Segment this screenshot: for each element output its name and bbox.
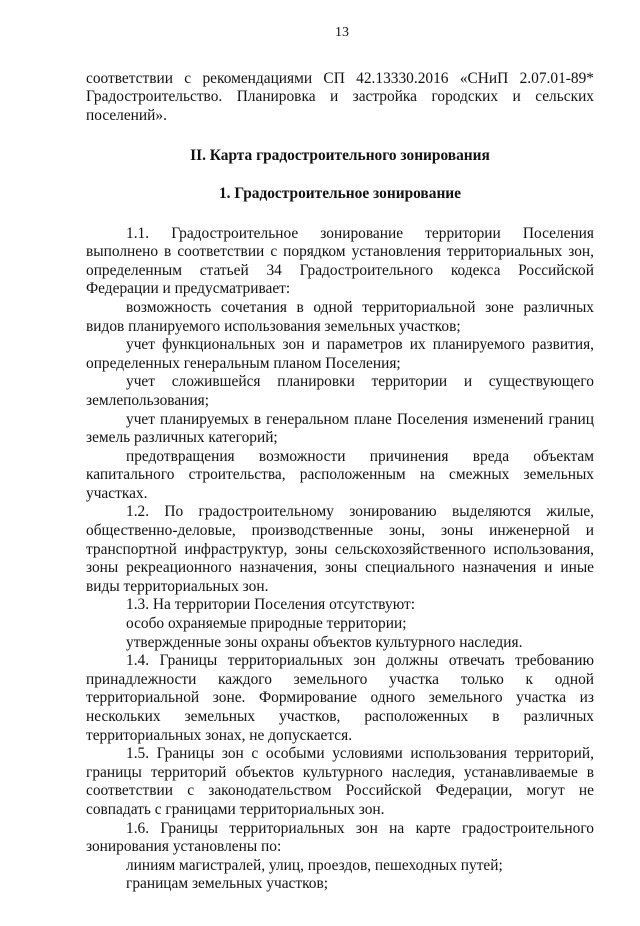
paragraph-1-3: 1.3. На территории Поселения отсутствуют: [126,596,416,614]
list-item: границам земельных участков; [126,875,329,893]
page-number: 13 [335,25,349,40]
paragraph-1-5: 1.5. Границы зон с особыми условиями использования территорий, границы территорий объектов культурного наследия, устанавливаемые в соответствии с законодательством Российской Федерации, могут не совпадать с границами территориальных зон. [86,745,594,818]
section-title: II. Карта градостроительного зонирования [190,147,490,165]
subsection-title: 1. Градостроительное зонирование [218,184,462,202]
paragraph-1-2: 1.2. По градостроительному зонированию выделяются жилые, общественно-деловые, производственные зоны, зоны инженерной и транспортной инфраструктур, зоны сельскохозяйственного использования, зоны рекреационного назначения, зоны специального назначения и иные виды территориальных зон. [86,503,594,595]
paragraph-1-6: 1.6. Границы территориальных зон на карте градостроительного зонирования установлены по: [86,819,594,856]
paragraph-1-1: 1.1. Градостроительное зонирование территории Поселения выполнено в соответствии с порядком установления территориальных зон, определенным статьей 34 Градостроительного кодекса Российской Федерации и предусматривает: [86,224,594,298]
list-item: возможность сочетания в одной территориальной зоне различных видов планируемого использования земельных участков; [86,298,594,335]
list-item: учет сложившейся планировки территории и существующего землепользования; [86,373,594,409]
list-item: линиям магистралей, улиц, проездов, пешеходных путей; [126,856,503,874]
list-item: предотвращения возможности причинения вреда объектам капитального строительства, расположенным на смежных земельных участках. [86,447,594,502]
list-item: учет функциональных зон и параметров их планируемого развития, определенных генеральным планом Поселения; [86,336,594,372]
list-item: особо охраняемые природные территории; [126,615,407,633]
intro-paragraph: соответствии с рекомендациями СП 42.13330.2016 «СНиП 2.07.01-89* Градостроительство. Планировка и застройка городских и сельских поселений». [86,69,594,124]
list-item: учет планируемых в генеральном плане Поселения изменений границ земель различных категорий; [86,410,594,447]
list-item: утвержденные зоны охраны объектов культурного наследия. [126,633,523,651]
paragraph-1-4: 1.4. Границы территориальных зон должны отвечать требованию принадлежности каждого земельного участка только к одной территориальной зоне. Формирование одного земельного участка из нескольких земельных участков, расположенных в различных территориальных зонах, не допускается. [86,652,594,744]
